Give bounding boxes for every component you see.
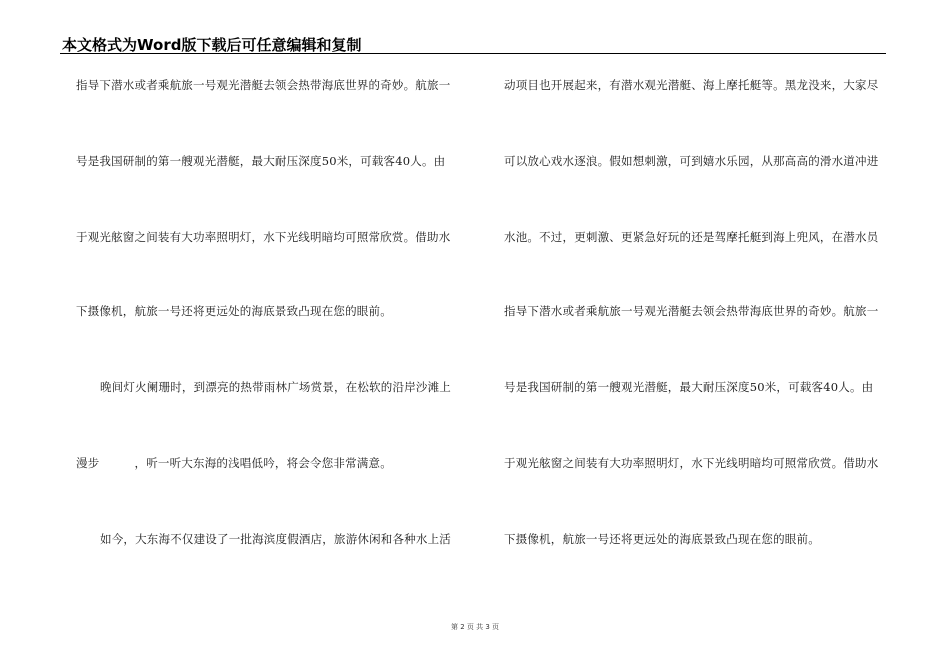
document-header-title: 本文格式为Word版下载后可任意编辑和复制 [62,36,362,54]
text-line: 于观光舷窗之间装有大功率照明灯，水下光线明暗均可照常欣赏。借助水 [76,230,451,244]
page-number-footer: 第 2 页 共 3 页 [450,623,500,631]
text-line: 动项目也开展起来，有潜水观光潜艇、海上摩托艇等。黑龙没来，大家尽 [504,78,879,92]
text-line: 指导下潜水或者乘航旅一号观光潜艇去领会热带海底世界的奇妙。航旅一 [76,78,451,92]
paragraph-start-line: 晚间灯火阑珊时，到漂亮的热带雨林广场赏景，在松软的沿岸沙滩上 [100,380,451,394]
text-line: 号是我国研制的第一艘观光潜艇，最大耐压深度50米，可载客40人。由 [504,380,874,394]
text-line: 号是我国研制的第一艘观光潜艇，最大耐压深度50米，可载客40人。由 [76,154,446,168]
text-line: 水池。不过，更刺激、更紧急好玩的还是驾摩托艇到海上兜风，在潜水员 [504,230,879,244]
paragraph-start-line: 如今，大东海不仅建设了一批海滨度假酒店，旅游休闲和各种水上活 [100,532,451,546]
text-line: 漫步 ，听一听大东海的浅唱低吟，将会令您非常满意。 [76,456,392,470]
header-divider [60,53,886,54]
text-line: 指导下潜水或者乘航旅一号观光潜艇去领会热带海底世界的奇妙。航旅一 [504,304,879,318]
text-line: 于观光舷窗之间装有大功率照明灯，水下光线明暗均可照常欣赏。借助水 [504,456,879,470]
text-line: 下摄像机，航旅一号还将更远处的海底景致凸现在您的眼前。 [76,304,392,318]
text-line: 下摄像机，航旅一号还将更远处的海底景致凸现在您的眼前。 [504,532,820,546]
text-line: 可以放心戏水逐浪。假如想刺激，可到嬉水乐园，从那高高的滑水道冲进 [504,154,879,168]
